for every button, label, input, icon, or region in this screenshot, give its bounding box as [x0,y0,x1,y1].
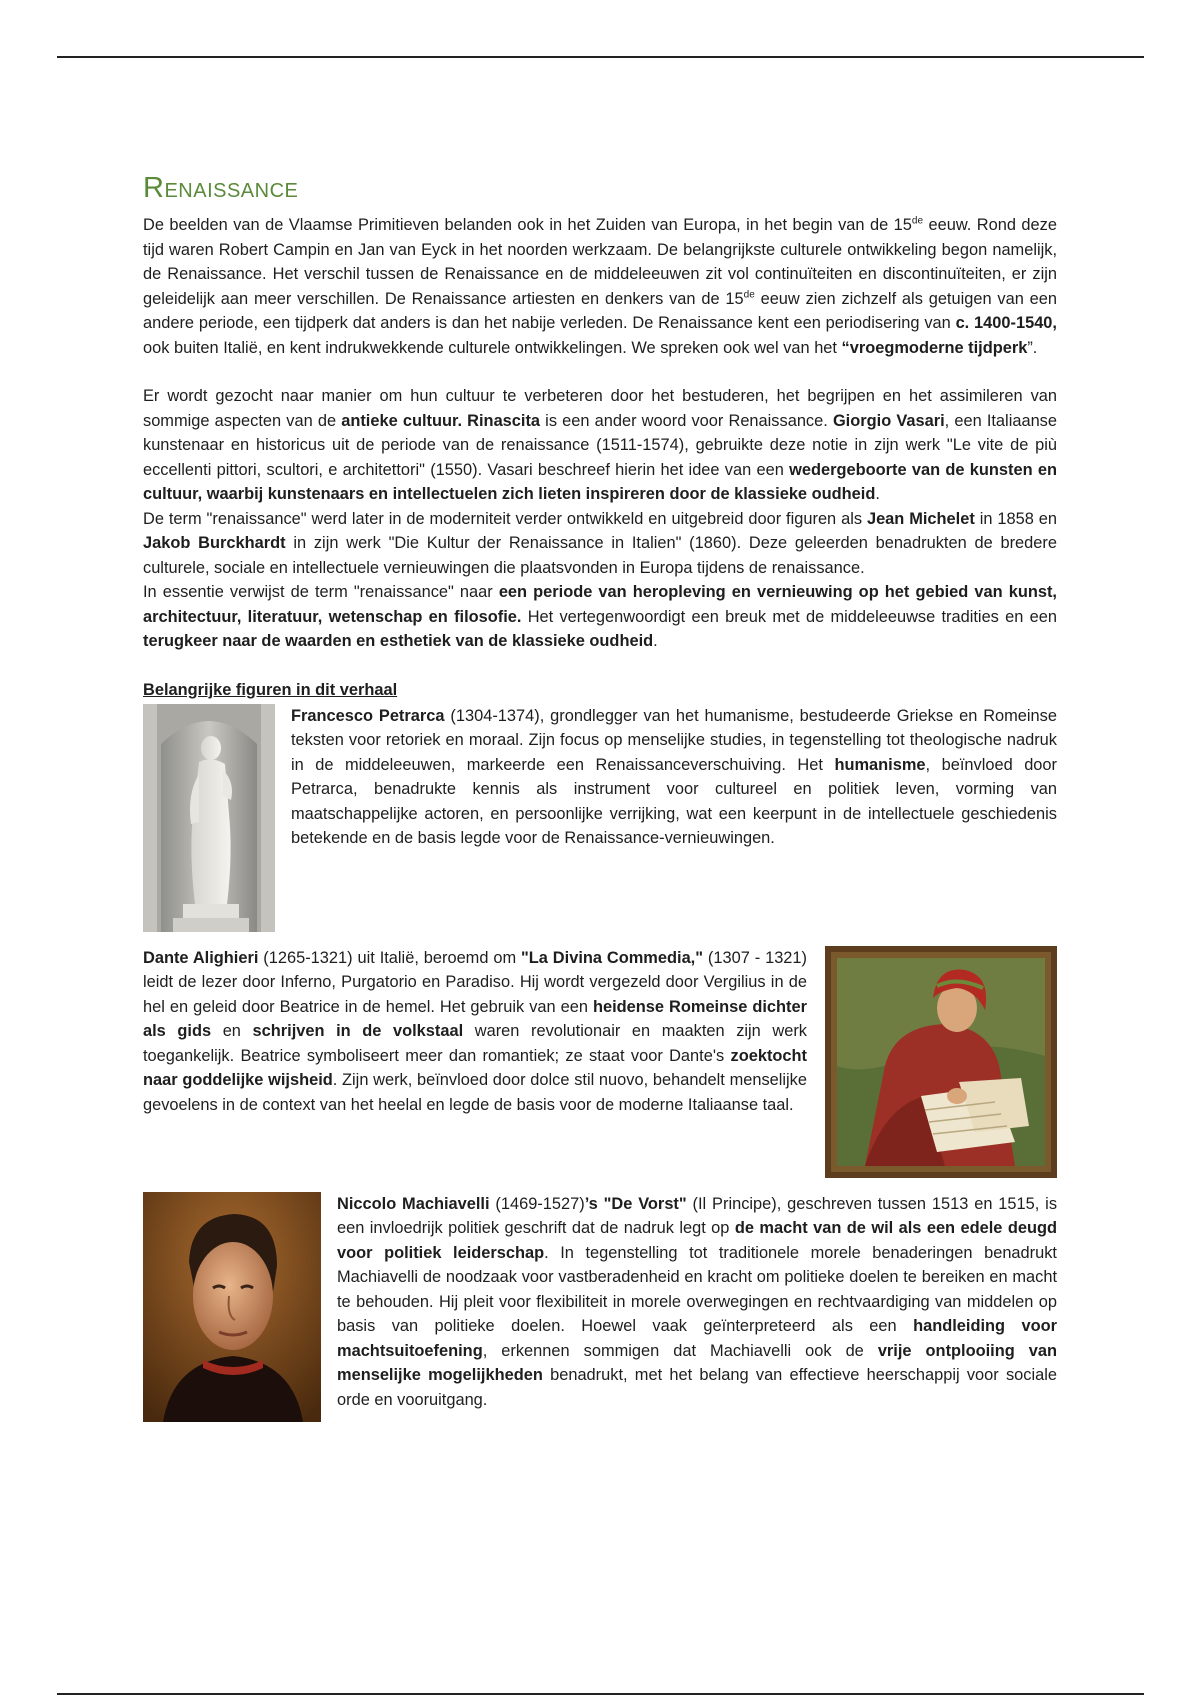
page-title: Renaissance [143,172,299,204]
page-content [143,172,1057,1422]
body-text: (Il Principe), geschreven tussen 1513 en 1515, is een invloedrijk politiek geschrift dat de nadruk legt op [337,1194,1057,1237]
body-text: in zijn werk "Die Kultur der Renaissance in Italien" (1860). Deze geleerden benadrukten de bredere culturele, sociale en intellectuele vernieuwingen die plaatsvonden in Europa tijdens de renaissance. [143,534,1057,577]
intro-paragraph-1 [143,213,1057,360]
body-text: . In tegenstelling tot traditionele morele benaderingen benadrukt Machiavelli de noodzaak voor vastberadenheid en kracht om politieke doelen te bereiken en macht te behouden. Hij pleit voor flexibiliteit in morele overwegingen en rechtvaardiging van middelen op basis van politieke doelen. Hoewel vaak geïnterpreteerd als een [337,1243,1057,1335]
petrarca-text [143,704,1057,851]
figure-machiavelli [143,1192,1057,1422]
body-text: (1469-1527) [489,1194,585,1213]
superscript-text: de [743,289,755,301]
emphasis-text: een periode van heropleving en vernieuwing op het gebied van kunst, architectuur, literatuur, wetenschap en filosofie. [143,583,1057,626]
body-text: , een Italiaanse kunstenaar en historicus uit de periode van de renaissance (1511-1574), gebruikte deze notie in zijn werk "Le vite de più eccellenti pittori, scultori, e architettori" (1550). Vasari beschreef hierin het idee van een [143,411,1057,479]
emphasis-text: Niccolo Machiavelli [337,1194,490,1213]
emphasis-text: schrijven in de volkstaal [252,1022,464,1040]
superscript-text: de [911,215,924,227]
body-text: (1307 - 1321) leidt de lezer door Inferno, Purgatorio en Paradiso. Hij wordt vergezeld door Vergilius in de hel en geleid door Beatrice in de hemel. Het gebruik van een [143,948,807,1016]
body-text: benadrukt, met het belang van effectieve heerschappij voor sociale orde en vooruitgang. [337,1366,1057,1409]
petrarca-statue-image [143,704,275,932]
body-text: Er wordt gezocht naar manier om hun cultuur te verbeteren door het bestuderen, het begrijpen en het assimileren van sommige aspecten van de [143,387,1057,430]
emphasis-text: handleiding voor machtsuitoefening [337,1317,1057,1360]
body-text: (1265-1321) uit Italië, beroemd om [258,948,522,967]
emphasis-text: Dante Alighieri [143,948,259,967]
body-text: in 1858 en [974,509,1057,528]
body-text: . Zijn werk, beïnvloed door dolce stil nuovo, behandelt menselijke gevoelens in de context van het heelal en legde de basis voor de moderne Italiaanse taal. [143,1071,807,1114]
emphasis-text: Francesco Petrarca [291,706,445,725]
machiavelli-portrait-image [143,1192,321,1422]
body-text: eeuw zien zichzelf als getuigen van een andere periode, een tijdperk dat anders is dan het nabije verleden. De Renaissance kent een periodisering van [143,289,1057,332]
emphasis-text: terugkeer naar de waarden en esthetiek van de klassieke oudheid [143,632,654,650]
body-text: eeuw. Rond deze tijd waren Robert Campin en Jan van Eyck in het noorden werkzaam. De belangrijkste culturele ontwikkeling begon namelijk, de Renaissance. Het verschil tussen de Renaissance en de middeleeuwen zit vol continuïteiten en discontinuïteiten, er zijn geleidelijk aan meer verschillen. De Renaissance artiesten en denkers van de 15 [143,216,1057,308]
body-text: De term "renaissance" werd later in de moderniteit verder ontwikkeld en uitgebreid door figuren als [143,509,867,528]
body-text: ook buiten Italië, en kent indrukwekkende culturele ontwikkelingen. We spreken ook wel van het [143,338,842,357]
emphasis-text: de macht van de wil als een edele deugd voor politiek leiderschap [337,1219,1057,1262]
figure-petrarca [143,704,1057,932]
footer-rule [57,1693,1144,1695]
body-text: , erkennen sommigen dat Machiavelli ook de [482,1341,878,1360]
body-text: Het vertegenwoordigt een breuk met de middeleeuwse tradities en een [521,607,1057,626]
figures-heading: Belangrijke figuren in dit verhaal [143,680,398,699]
intro-paragraph-4 [143,580,1057,654]
intro-paragraph-3 [143,507,1057,581]
body-text: waren revolutionair en maakten zijn werk toegankelijk. Beatrice symboliseert meer dan romantiek; ze staat voor Dante's [143,1022,807,1065]
emphasis-text: antieke cultuur. Rinascita [341,411,541,430]
dante-portrait-image [825,946,1057,1178]
emphasis-text: humanisme [834,755,926,774]
body-text: De beelden van de Vlaamse Primitieven belanden ook in het Zuiden van Europa, in het begin van de 15 [143,216,912,234]
emphasis-text: Jakob Burckhardt [143,534,286,552]
body-text: . [875,485,880,503]
emphasis-text: "La Divina Commedia," [521,948,704,967]
emphasis-text: zoektocht naar goddelijke wijsheid [143,1046,807,1089]
body-text: , beïnvloed door Petrarca, benadrukte kennis als instrument voor cultureel en politiek leven, vorming van maatschappelijke actoren, en persoonlijke verrijking, wat een keerpunt in de intellectuele geschiedenis betekende en de basis legde voor de Renaissance-vernieuwingen. [291,755,1057,847]
emphasis-text: “vroegmoderne tijdperk [841,338,1028,357]
intro-paragraph-2 [143,384,1057,507]
body-text: en [211,1022,253,1040]
figure-dante [143,946,1057,1178]
header-rule [57,56,1144,58]
body-text: In essentie verwijst de term "renaissance" naar [143,583,499,601]
body-text: . [653,632,658,650]
emphasis-text: wedergeboorte van de kunsten en cultuur, waarbij kunstenaars en intellectuelen zich lieten inspireren door de klassieke oudheid [143,460,1057,503]
emphasis-text: ’s "De Vorst" [584,1194,687,1213]
emphasis-text: Giorgio Vasari [832,411,945,430]
body-text: (1304-1374), grondlegger van het humanisme, bestudeerde Griekse en Romeinse teksten voor retoriek en moraal. Zijn focus op menselijke studies, in tegenstelling tot theologische nadruk in de middeleeuwen, markeerde een Renaissanceverschuiving. Het [291,706,1057,774]
emphasis-text: c. 1400-1540, [955,314,1057,332]
emphasis-text: vrije ontplooiing van menselijke mogelijkheden [337,1341,1057,1384]
emphasis-text: Jean Michelet [866,509,975,528]
emphasis-text: heidense Romeinse dichter als gids [143,997,807,1040]
body-text: ”. [1027,338,1038,357]
body-text: is een ander woord voor Renaissance. [540,411,833,430]
